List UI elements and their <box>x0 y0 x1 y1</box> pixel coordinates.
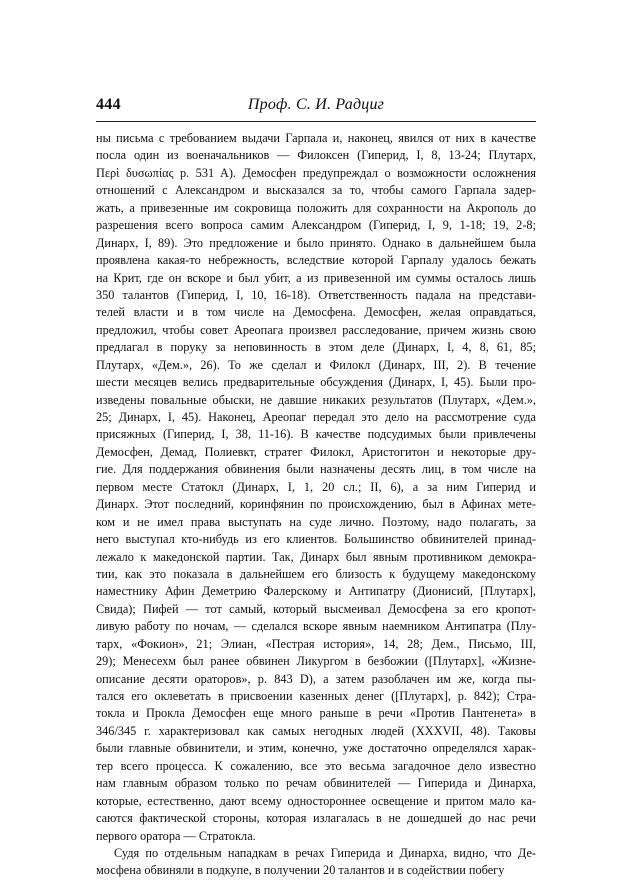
page-header <box>96 96 536 118</box>
text-line: были главные обвинители, и этим, конечно, уже достаточно определялся харак- <box>96 741 536 756</box>
text-line: Динарх. Этот последний, коринфянин по происхождению, был в Афинах мете- <box>96 497 536 512</box>
text-line: нам главным образом только по речам обвинителей — Гиперида и Динарха, <box>96 776 536 791</box>
text-line: тался его оклеветать в присвоении казенных денег ([Плутарх], p. 842); Стра- <box>96 689 536 703</box>
text-line: Демосфен, Демад, Полиевкт, стратег Филокл, Аристогитон и некоторые дру- <box>96 444 536 459</box>
text-line: 346/345 г. характеризовал как самых негодных людей (XXXVII, 48). Таковы <box>96 723 536 738</box>
text-line: предлагал в поруку за неповинность в этом деле (Динарх, I, 4, 8, 61, 85; <box>96 340 536 355</box>
text-line: саются фактической стороны, которая излагалась в не дошедшей до нас речи <box>96 811 536 826</box>
text-line: Свида); Пифей — тот самый, который высмеивал Демосфена за его кропот- <box>96 601 536 616</box>
paragraph <box>96 845 536 880</box>
text-line: присяжных (Гиперид, I, 38, 11-16). В качестве подсудимых были привлечены <box>96 427 536 442</box>
text-line: предложил, чтобы совет Ареопага произвел расследование, причем жизнь свою <box>96 322 536 337</box>
header-rule <box>96 121 536 122</box>
text-line: мосфена обвиняли в подкупе, в получении 20 талантов и в содействии побегу <box>96 863 505 878</box>
text-line: ливую работу по ночам, — сделался вскоре явным наемником Антипатра (Плу- <box>96 619 536 634</box>
text-line: шести месяцев велись предварительные обсуждения (Динарх, I, 45). Были про- <box>96 375 536 390</box>
text-line: на Крит, где он вскоре и был убит, а из привезенной им суммы осталось лишь <box>96 270 536 285</box>
body-text <box>96 130 536 880</box>
text-line: тарх, «Фокион», 21; Элиан, «Пестрая история», 14, 28; Дем., Письмо, III, <box>96 636 536 651</box>
text-line: посла один из военачальников — Филоксен (Гиперид, I, 8, 13-24; Плутарх, <box>96 148 536 163</box>
text-line: него выступал кто-нибудь из его клиентов. Большинство обвинителей принад- <box>96 532 536 547</box>
text-line: гие. Для поддержания обвинения были назначены десять лиц, в том числе на <box>96 462 536 477</box>
text-line: проявлена какая-то небрежность, вследствие которой Гарпалу удалось бежать <box>96 253 536 268</box>
text-line: ны письма с требованием выдачи Гарпала и, наконец, явился от них в качестве <box>96 131 536 145</box>
text-line: ком и не имел права выступать на суде лично. Поэтому, надо полагать, за <box>96 514 536 529</box>
text-line: которые, естественно, дают всему одностороннее освещение и притом мало ка- <box>96 793 536 808</box>
text-line: первом месте Статокл (Динарх, I, 1, 20 сл.; II, 6), а за ним Гиперид и <box>96 479 536 494</box>
text-line: разрешения всего вопроса самим Александром (Гиперид, I, 9, 1-18; 19, 2-8; <box>96 218 536 233</box>
text-line: тии, как это показала в дальнейшем его близость к будущему македонскому <box>96 566 536 581</box>
paragraph <box>96 130 536 845</box>
text-line: Динарх, I, 89). Это предложение и было принято. Однако в дальнейшем была <box>96 235 536 250</box>
text-line: 25; Динарх, I, 45). Наконец, Ареопаг передал это дело на рассмотрение суда <box>96 410 536 424</box>
text-line: наместнику Афин Деметрию Фалерскому и Антипатру (Дионисий, [Плутарх], <box>96 584 536 599</box>
running-head: Проф. С. И. Радциг <box>247 96 385 113</box>
text-line: первого оратора — Стратокла. <box>96 828 256 843</box>
text-line: описание десяти ораторов», p. 843 D), а затем разоблачен им же, когда пы- <box>96 671 536 686</box>
text-line: отношений с Александром и высказался за то, чтобы самого Гарпала задер- <box>96 183 536 198</box>
text-line: 350 талантов (Гиперид, I, 10, 16-18). Ответственность падала на представи- <box>96 287 536 302</box>
text-line: телей власти и в том числе на Демосфена. Демосфен, желая оправдаться, <box>96 305 536 320</box>
text-line: лежало к македонской партии. Так, Динарх был явным противником демокра- <box>96 549 536 564</box>
text-line: тер всего процесса. К сожалению, все это весьма загадочное дело известно <box>96 758 536 773</box>
text-line: токла и Прокла Демосфен еще много раньше в речи «Против Пантенета» в <box>96 706 536 721</box>
text-line: жать, а привезенные им сокровища положить для сохранности на Акрополь до <box>96 200 536 215</box>
text-line: изведены повальные обыски, не давшие никаких результатов (Плутарх, «Дем.», <box>96 392 536 407</box>
text-line: Περὶ δυσωπίας p. 531 A). Демосфен предупреждал о возможности осложнения <box>96 165 536 180</box>
text-line: 29); Менесехм был ранее обвинен Ликургом в безбожии ([Плутарх], «Жизне- <box>96 654 536 669</box>
text-line: Судя по отдельным нападкам в речах Гиперида и Динарха, видно, что Де- <box>114 845 536 860</box>
page-number: 444 <box>96 96 121 113</box>
text-line: Плутарх, «Дем.», 26). То же сделал и Филокл (Динарх, III, 2). В течение <box>96 357 536 372</box>
